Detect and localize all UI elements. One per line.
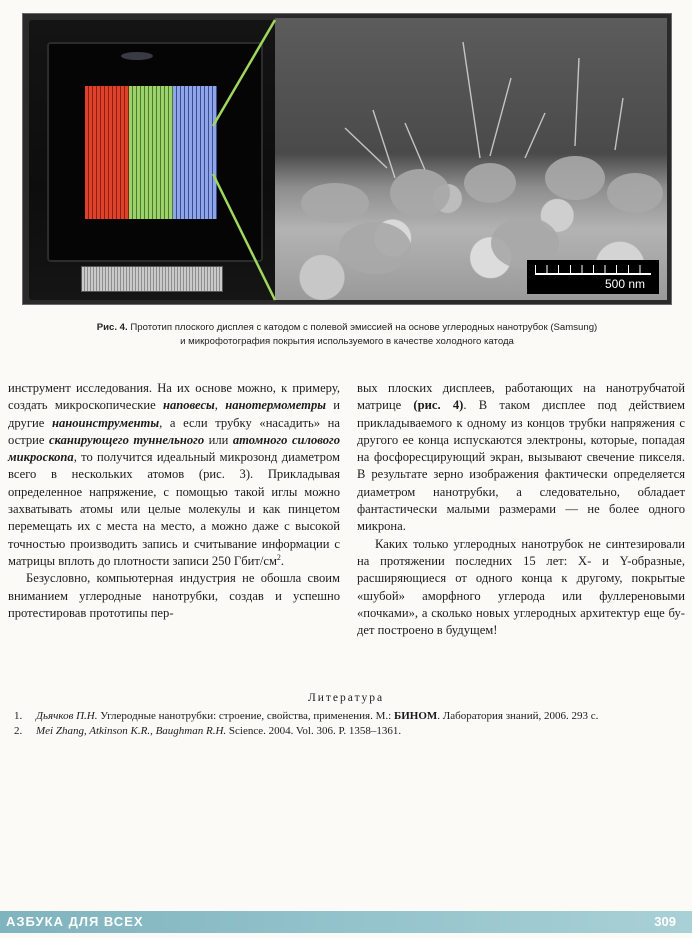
caption-label: Рис. 4. [96, 322, 128, 333]
reference-number: 1. [14, 710, 23, 722]
figure-caption [22, 321, 672, 349]
text-run: , а если трубку «насадить» на острие [8, 415, 341, 447]
figure-4 [22, 13, 672, 305]
scale-label: 500 nm [604, 277, 645, 291]
reference-authors: Mei Zhang, Atkinson K.R., Baughman R.H. [36, 725, 227, 737]
left-paragraph-2: Безусловно, компьютерная индустрия не обошла своим вниманием углеродные нанотрубки, создав и успешно протестировав прототипы пер- [8, 571, 340, 620]
references-title: Литература [307, 692, 385, 704]
reference-text: . Лаборатория знаний, 2006. 293 с. [437, 710, 599, 722]
right-column [357, 380, 685, 639]
left-paragraph-1 [8, 380, 340, 570]
text-run: , [214, 398, 226, 413]
right-p1-start: вых плоских дисплеев, работающих на нанотрубчатой матрице [357, 381, 685, 413]
term: нанотермометры [225, 398, 326, 413]
references-list [14, 709, 679, 739]
reference-number: 2. [14, 725, 23, 737]
right-p1-end: . В таком дисплее под действием прикладываемого к одному из концов трубки напряжения с другого ее конца испускаются электроны, которые, попадая на фосфоресцирующий экран, вызывают свечение пикселя. В результате зерно изображения фактически определяется диаметром нанотрубки, а следовательно, обладает фантастически малыми размерами — не более одного микрона. [357, 398, 685, 534]
term: сканирующего туннельного [48, 432, 205, 447]
term: атомного силового микроскопа [8, 432, 341, 465]
text-run: . [280, 553, 285, 568]
reference-text: Science. 2004. Vol. 306. P. 1358–1361. [226, 725, 402, 737]
superscript: 2 [276, 552, 281, 562]
caption-line1: Прототип плоского дисплея с катодом с полевой эмиссией на основе углеродных нанотрубок (Samsung) [130, 322, 598, 333]
text-run: и другие [8, 398, 341, 430]
zoom-lines [23, 14, 672, 305]
text-run: , то получится идеальный микрозонд диаметром всего в нескольких атомов (рис. 3). Прикладывая определенное напряжение, с помощью такой иглы можно захватывать атомы или целые молекулы и как пинцетом перемещать их с места на место, а можно даже с высокой точностью производить запись и считывание информации с матрицы вплоть до плотности записи 250 Гбит/см [8, 450, 340, 568]
term: наноинструменты [51, 415, 160, 430]
caption-line2: и микрофотография покрытия используемого в качестве холодного катода [180, 336, 514, 347]
right-paragraph-1 [357, 380, 685, 536]
page-number: 309 [654, 914, 676, 929]
right-paragraph-2: Каких только углеродных нанотрубок не синтезировали на протяжении последних 15 лет: X- и Y-образные, расширяющиеся от одного конца к другому, покрытые «шубой» аморфного углерода или фуллереновыми «почками», а сколько новых углеродных архитектур еще будет построено в будущем! [357, 536, 685, 638]
reference-publisher: БИНОМ [393, 710, 438, 722]
term: наповесы [162, 398, 215, 413]
left-column [8, 380, 340, 622]
section-title: АЗБУКА ДЛЯ ВСЕХ [6, 914, 144, 929]
reference-text: Углеродные нанотрубки: строение, свойства, применения. М.: [97, 710, 394, 722]
reference-item [14, 709, 679, 724]
text-run: или [204, 432, 233, 447]
text-run: инструмент исследования. На их основе можно, к примеру, создать микроскопические [8, 381, 340, 413]
reference-item [14, 724, 679, 739]
figure-4-reference: (рис. 4) [413, 398, 464, 413]
reference-authors: Дьячков П.Н. [36, 710, 98, 722]
page-footer [0, 911, 692, 933]
